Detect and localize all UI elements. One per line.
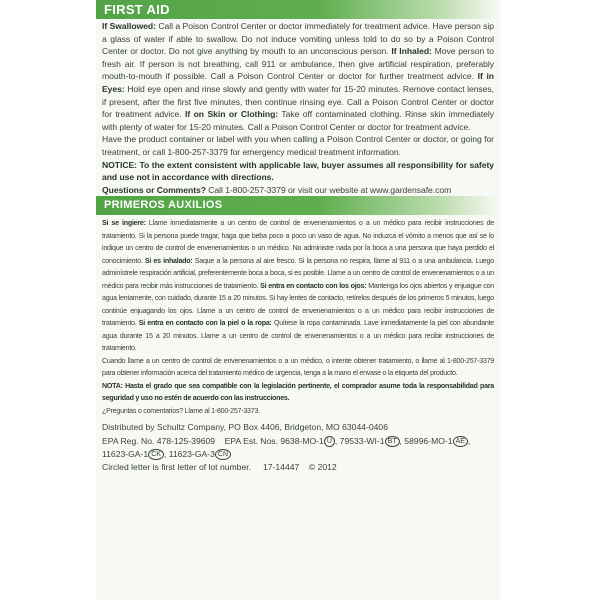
questions-text: Call 1-800-257-3379 or visit our website at www.gardensafe.com — [205, 184, 452, 195]
questions-line — [102, 184, 494, 197]
lot-code-u: U — [324, 436, 335, 447]
epa-numbers-line: EPA Reg. No. 478-125-39609 EPA Est. Nos. 9638-MO-1 U , 79533-WI-1 BT , 58996-MO-1 AE , — [102, 435, 471, 446]
lot-code-ae: AE — [453, 436, 468, 447]
circled-letter-line — [102, 461, 494, 474]
copyright-text: © 2012 — [308, 461, 337, 472]
product-code: 17-14447 — [262, 461, 300, 472]
preguntas-text: Llame al 1-800-257-3373. — [182, 406, 260, 415]
swallowed-text: Call a Poison Control Center or doctor immediately for treatment advice. Have person sip a glass of water if able to swallow. Do not induce vomiting unless told to do so by a Poison Control Center or doctor. Do not give anything by mouth to an unconscious person. — [102, 21, 494, 57]
epa-est-prefix: EPA Est. Nos. 9638-MO-1 — [224, 435, 324, 446]
preguntas-line — [102, 405, 494, 418]
skin-text: Take off contaminated clothing. Rinse skin immediately with plenty of water for 15-20 minutes. Call a Poison Control Center or doctor for treatment advice. — [102, 109, 495, 132]
epa-est-3: , 58996-MO-1 — [399, 435, 453, 446]
piel-text: Quítese la ropa contaminada. Lave inmediatamente la piel con abundante agua durante 15 a 20 minutos. Llame a un centro de control de envenenamientos o a un médico para recibir instrucciones de tratamiento. — [102, 319, 494, 353]
circled-letter-text: Circled letter is first letter of lot number. — [102, 461, 252, 472]
skin-label: If on Skin or Clothing: — [185, 109, 279, 120]
ojos-label: Si entra en contacto con los ojos: — [260, 281, 367, 290]
primeros-auxilios-heading: PRIMEROS AUXILIOS — [96, 196, 500, 215]
eyes-text: Hold eye open and rinse slowly and gently with water for 15-20 minutes. Remove contact lenses, if present, after the first five minutes, then continue rinsing eye. Call a Poison Control Center or doctor for treatment advice. — [102, 83, 494, 120]
epa-est-2: , 79533-WI-1 — [334, 435, 385, 446]
ojos-text: Mantenga los ojos abiertos y enjuague con agua lentamente, con cuidado, durante 15 a 20 minutos. Si hay lentes de contacto, retírelos después de los primeros 5 minutos, luego continúe enjuagando los ojos. Llame a un centro de control de envenenamientos o a un médico para recibir instrucciones de tratamiento. — [102, 281, 494, 328]
inhalado-text: Saque a la persona al aire fresco. Si la persona no respira, llame al 911 o a una ambulancia. Luego adminístrele respiración artificial, preferentemente boca a boca, si es posible. Llame a un centro de control de envenenamientos o a un médico para recibir más instrucciones de tratamiento. — [102, 256, 494, 290]
primeros-auxilios-section — [96, 215, 500, 417]
ingiere-label: Si se ingiere: — [102, 219, 146, 228]
notice-text: NOTICE: To the extent consistent with applicable law, buyer assumes all responsibility for safety and use not in accordance with directions. — [102, 159, 494, 183]
piel-label: Si entra en contacto con la piel o la ropa: — [138, 319, 272, 328]
ingiere-text: Llame inmediatamente a un centro de control de envenenamientos o a un médico para recibir instrucciones de tratamiento. Si la persona puede tragar, haga que beba poco a poco un vaso de agua. No induzca el vómito a menos que así se lo indique un centro de control de envenenamientos o un médico. No administre nada por la boca a una persona que haya perdido el conocimiento. — [102, 219, 495, 265]
swallowed-label: If Swallowed: — [102, 21, 156, 31]
inhalado-label: Si es inhalado: — [144, 256, 193, 265]
product-label-panel — [96, 0, 500, 600]
lot-code-cn: CN — [215, 449, 231, 460]
primeros-auxilios-instructions — [102, 217, 494, 355]
nota-text: NOTA: Hasta el grado que sea compatible con la legislación pertinente, el comprador asume toda la responsabilidad para seguridad y uso no estén de acuerdo con las instrucciones. — [102, 381, 494, 403]
lot-code-ck: CK — [148, 449, 164, 460]
distributor-footer — [96, 417, 500, 474]
questions-label: Questions or Comments? — [102, 184, 206, 195]
first-aid-section — [96, 19, 500, 196]
epa-numbers-line-2 — [102, 448, 494, 461]
eyes-label: If in Eyes: — [102, 71, 494, 94]
inhaled-label: If Inhaled: — [391, 46, 432, 57]
first-aid-heading: FIRST AID — [96, 0, 500, 19]
epa-reg-number: EPA Reg. No. 478-125-39609 — [102, 435, 216, 446]
epa-est-4: 11623-GA-1 — [102, 448, 149, 459]
epa-est-5: , 11623-GA-3 — [163, 448, 215, 459]
lot-code-bt: BT — [385, 436, 400, 447]
inhaled-text: Move person to fresh air. If person is not breathing, call 911 or ambulance, then give artificial respiration, preferably mouth-to-mouth if possible. Call a Poison Control Center or doctor for further treatment advice. — [102, 46, 494, 82]
preguntas-label: ¿Preguntas o comentarios? — [102, 406, 183, 415]
cuando-llame-text: Cuando llame a un centro de control de envenenamientos o a un médico, o intente obtener tratamiento, o llame al 1-800-257-3379 para obtener información acerca del tratamiento médico de urgencia, tenga a la mano el envase o la etiqueta del producto. — [102, 356, 494, 378]
first-aid-instructions — [102, 20, 494, 133]
have-product-text: Have the product container or label with you when calling a Poison Control Center or doctor, or going for treatment, or call 1-800-257-3379 for emergency medical treatment information. — [102, 134, 494, 157]
distributed-by-text: Distributed by Schultz Company, PO Box 4406, Bridgeton, MO 63044-0406 — [102, 422, 388, 433]
